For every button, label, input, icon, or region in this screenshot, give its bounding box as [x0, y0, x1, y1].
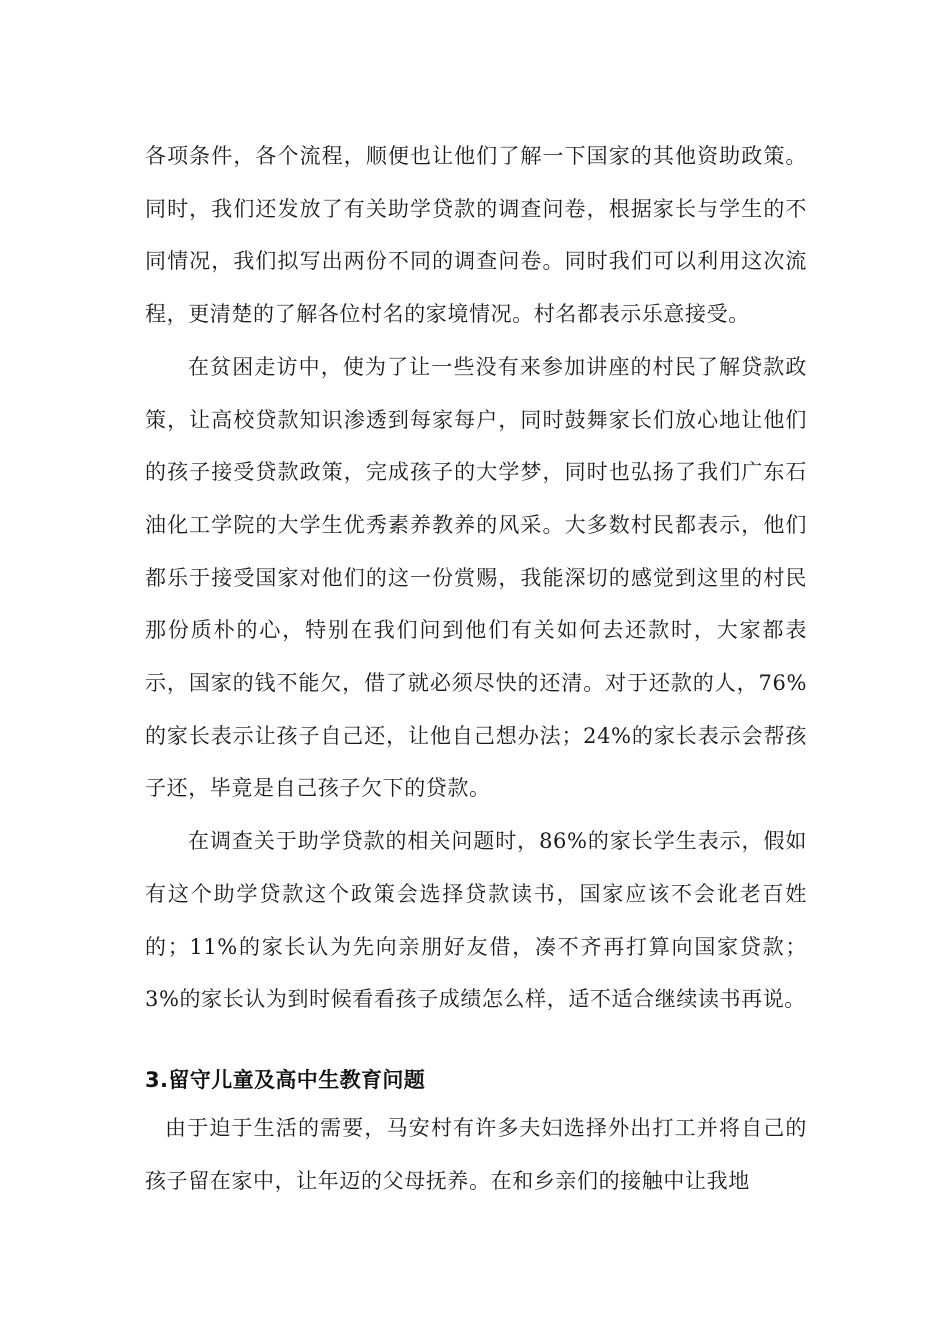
paragraph-left-behind-children: 由于迫于生活的需要，马安村有许多夫妇选择外出打工并将自己的孩子留在家中，让年迈的父母抚养。在和乡亲们的接触中让我地	[145, 1115, 807, 1193]
section-heading: 3.留守儿童及高中生教育问题	[145, 1067, 426, 1092]
paragraph-loan-survey-results: 在调查关于助学贷款的相关问题时，86%的家长学生表示，假如有这个助学贷款这个政策会选择贷款读书，国家应该不会讹老百姓的；11%的家长认为先向亲朋好友借，凑不齐再打算向国家贷款；3%的家长认为到时候看看孩子成绩怎么样，适不适合继续读书再说。	[145, 829, 807, 1012]
document-body	[145, 130, 807, 1207]
paragraph-poverty-visit: 在贫困走访中，使为了让一些没有来参加讲座的村民了解贷款政策，让高校贷款知识渗透到每家每户，同时鼓舞家长们放心地让他们的孩子接受贷款政策，完成孩子的大学梦，同时也弘扬了我们广东石油化工学院的大学生优秀素养教养的风采。大多数村民都表示，他们都乐于接受国家对他们的这一份赏赐，我能深切的感觉到这里的村民那份质朴的心，特别在我们问到他们有关如何去还款时，大家都表示，国家的钱不能欠，借了就必须尽快的还清。对于还款的人，76%的家长表示让孩子自己还，让他自己想办法；24%的家长表示会帮孩子还，毕竟是自己孩子欠下的贷款。	[145, 354, 807, 801]
paragraph-survey-intro: 各项条件，各个流程，顺便也让他们了解一下国家的其他资助政策。同时，我们还发放了有关助学贷款的调查问卷，根据家长与学生的不同情况，我们拟写出两份不同的调查问卷。同时我们可以利用这次流程，更清楚的了解各位村名的家境情况。村名都表示乐意接受。	[145, 144, 807, 327]
